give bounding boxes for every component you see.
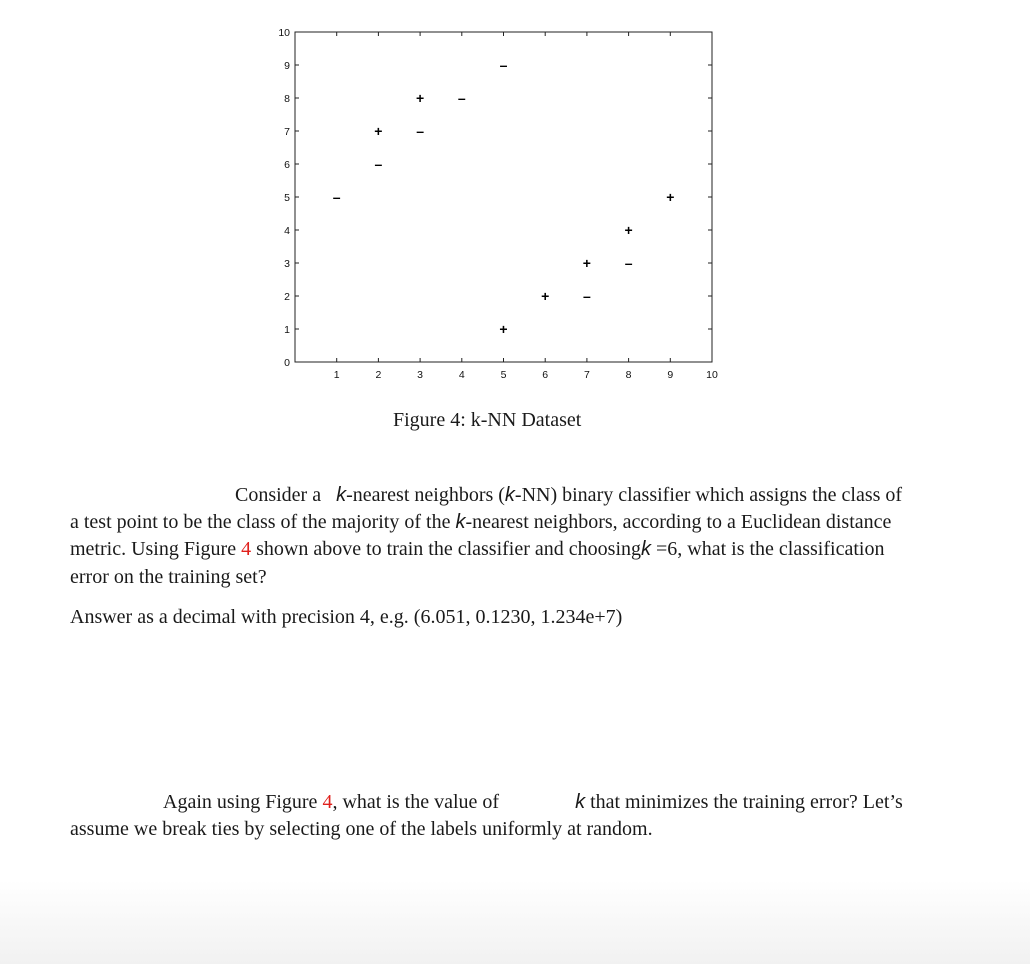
knn-scatter-plot (0, 0, 1030, 400)
k-symbol: k (504, 484, 515, 506)
question1-line2: a test point to be the class of the majority of the k-nearest neighbors, according to a Euclidean distance (70, 511, 892, 533)
question2-line1: Again using Figure 4, what is the value of k that minimizes the training error? Let’s (163, 791, 903, 813)
plus-point: + (582, 255, 591, 271)
plus-point: + (374, 123, 383, 139)
minus-point: – (332, 189, 341, 205)
figure-reference-link[interactable]: 4 (322, 791, 333, 813)
plot-frame (295, 32, 712, 362)
k-symbol: k (336, 484, 347, 506)
k-symbol: k (455, 511, 466, 533)
answer-instruction: Answer as a decimal with precision 4, e.g. (6.051, 0.1230, 1.234e+7) (70, 606, 623, 628)
k-symbol: k (641, 538, 651, 560)
question2-line2: assume we break ties by selecting one of the labels uniformly at random. (70, 818, 653, 840)
minus-point: – (374, 156, 383, 172)
page-bottom-shadow (0, 880, 1030, 964)
x-tick-label: 10 (706, 369, 718, 381)
y-tick-label: 8 (284, 93, 290, 105)
question1-line3: metric. Using Figure 4 shown above to train the classifier and choosingk =6, what is the classification (70, 538, 885, 560)
plus-point: + (624, 222, 633, 238)
x-tick-label: 1 (333, 369, 340, 381)
x-tick-label: 2 (375, 369, 382, 381)
y-tick-label: 10 (278, 27, 290, 39)
axis-tick-labels (278, 27, 718, 381)
x-tick-label: 5 (500, 369, 507, 381)
data-points (333, 57, 675, 337)
y-tick-label: 9 (284, 60, 290, 72)
plus-point: + (416, 90, 425, 106)
y-tick-label: 1 (284, 324, 290, 336)
x-tick-label: 4 (458, 369, 465, 381)
k-symbol: k (575, 791, 586, 813)
minus-point: – (457, 90, 466, 106)
plus-point: + (666, 189, 675, 205)
y-tick-label: 0 (284, 357, 290, 369)
minus-point: – (583, 288, 591, 304)
question1-line4: error on the training set? (70, 566, 267, 588)
x-tick-label: 6 (542, 369, 549, 381)
minus-point: – (416, 123, 424, 139)
plus-point: + (499, 321, 508, 337)
figure-caption: Figure 4: k-NN Dataset (393, 409, 582, 431)
y-tick-label: 7 (284, 126, 290, 138)
x-tick-label: 8 (625, 369, 632, 381)
y-tick-label: 6 (284, 159, 290, 171)
minus-point: – (624, 255, 633, 271)
question1-line1: Consider a k-nearest neighbors (k-NN) binary classifier which assigns the class of (235, 484, 903, 506)
y-tick-label: 3 (284, 258, 290, 270)
y-tick-label: 5 (284, 192, 290, 204)
axis-ticks (295, 32, 712, 362)
y-tick-label: 4 (284, 225, 290, 237)
plus-point: + (541, 288, 550, 304)
x-tick-label: 9 (667, 369, 674, 381)
figure-reference-link[interactable]: 4 (241, 538, 252, 560)
x-tick-label: 3 (417, 369, 424, 381)
x-tick-label: 7 (583, 369, 590, 381)
minus-point: – (499, 57, 508, 73)
y-tick-label: 2 (284, 291, 290, 303)
